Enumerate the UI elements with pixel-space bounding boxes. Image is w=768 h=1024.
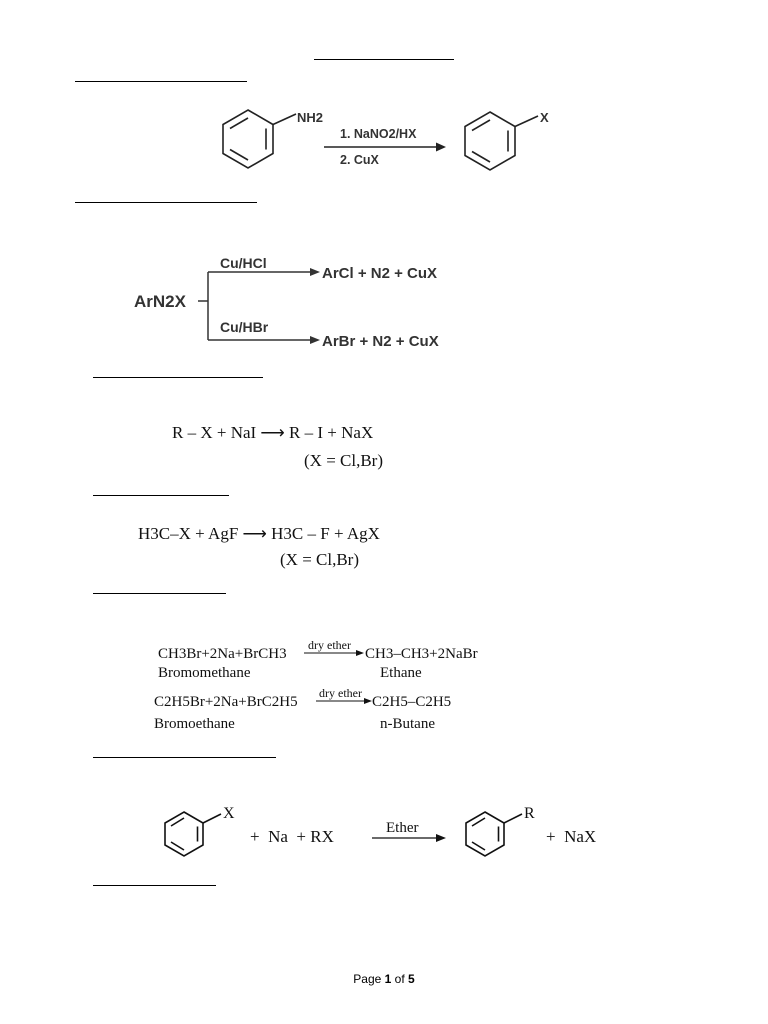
page-separator: of [391,972,409,986]
swarts-line: H3C–X + AgF ⟶ H3C – F + AgX [138,524,380,543]
page-footer [0,972,768,986]
wurtz-products-1: CH3–CH3+2NaBr [365,646,478,662]
finkelstein-condition: (X = Cl,Br) [304,451,383,470]
bromoethane-label: Bromoethane [154,716,235,732]
top-reagent: Cu/HCl [220,255,267,271]
benzene-ring-alkylarene [466,812,522,856]
swarts-condition: (X = Cl,Br) [280,550,359,569]
section-rule-1 [75,81,247,82]
wurtz-condition-1: dry ether [308,638,351,652]
equation-6-diagram [150,798,620,870]
wurtz-reactants-2: C2H5Br+2Na+BrC2H5 [154,694,298,710]
wurtz-condition-2: dry ether [319,686,362,700]
section-rule-4 [93,495,229,496]
equation-1-diagram [200,100,570,195]
section-rule-5 [93,593,226,594]
bromomethane-label: Bromomethane [158,665,251,681]
section-rule-6 [93,757,276,758]
wurtz-arrowhead-2 [364,698,372,704]
equation-5-diagram [154,636,504,740]
benzene-ring-haloarene [165,812,221,856]
step1-label: 1. NaNO2/HX [340,127,417,141]
equation-4-diagram [136,520,456,572]
halide-label: X [540,110,549,125]
alkyl-sub-label: R [524,805,535,822]
n-butane-label: n-Butane [380,716,435,732]
diazonium-label: ArN2X [134,292,186,311]
bottom-arrowhead [310,336,320,344]
finkelstein-line: R – X + NaI ⟶ R – I + NaX [172,423,374,442]
wurtz-products-2: C2H5–C2H5 [372,694,452,710]
equation-2-diagram [130,252,460,352]
haloarene-sub-label: X [223,805,235,822]
section-rule-2 [75,202,257,203]
benzene-ring-product [465,112,538,170]
wurtz-arrowhead-1 [356,650,364,656]
page-current: 1 [384,972,392,986]
wurtz-fittig-reagents: + Na + RX [250,827,334,846]
byproduct-label: + NaX [546,827,597,846]
top-product: ArCl + N2 + CuX [322,265,438,282]
ethane-label: Ethane [380,665,422,681]
page-prefix: Page [353,972,385,986]
wurtz-reactants-1: CH3Br+2Na+BrCH3 [158,646,287,662]
section-rule-7 [93,885,216,886]
arrowhead-1 [436,143,446,152]
equation-3-diagram [170,418,430,474]
section-rule-3 [93,377,263,378]
title-rule [314,59,454,60]
top-arrowhead [310,268,320,276]
page-total: 5 [408,972,415,986]
ether-condition: Ether [386,820,419,836]
amine-label: NH2 [297,110,324,125]
bottom-reagent: Cu/HBr [220,319,269,335]
benzene-ring-aniline [223,110,296,168]
wurtz-fittig-arrowhead [436,834,446,842]
step2-label: 2. CuX [340,153,379,167]
bottom-product: ArBr + N2 + CuX [322,333,439,350]
